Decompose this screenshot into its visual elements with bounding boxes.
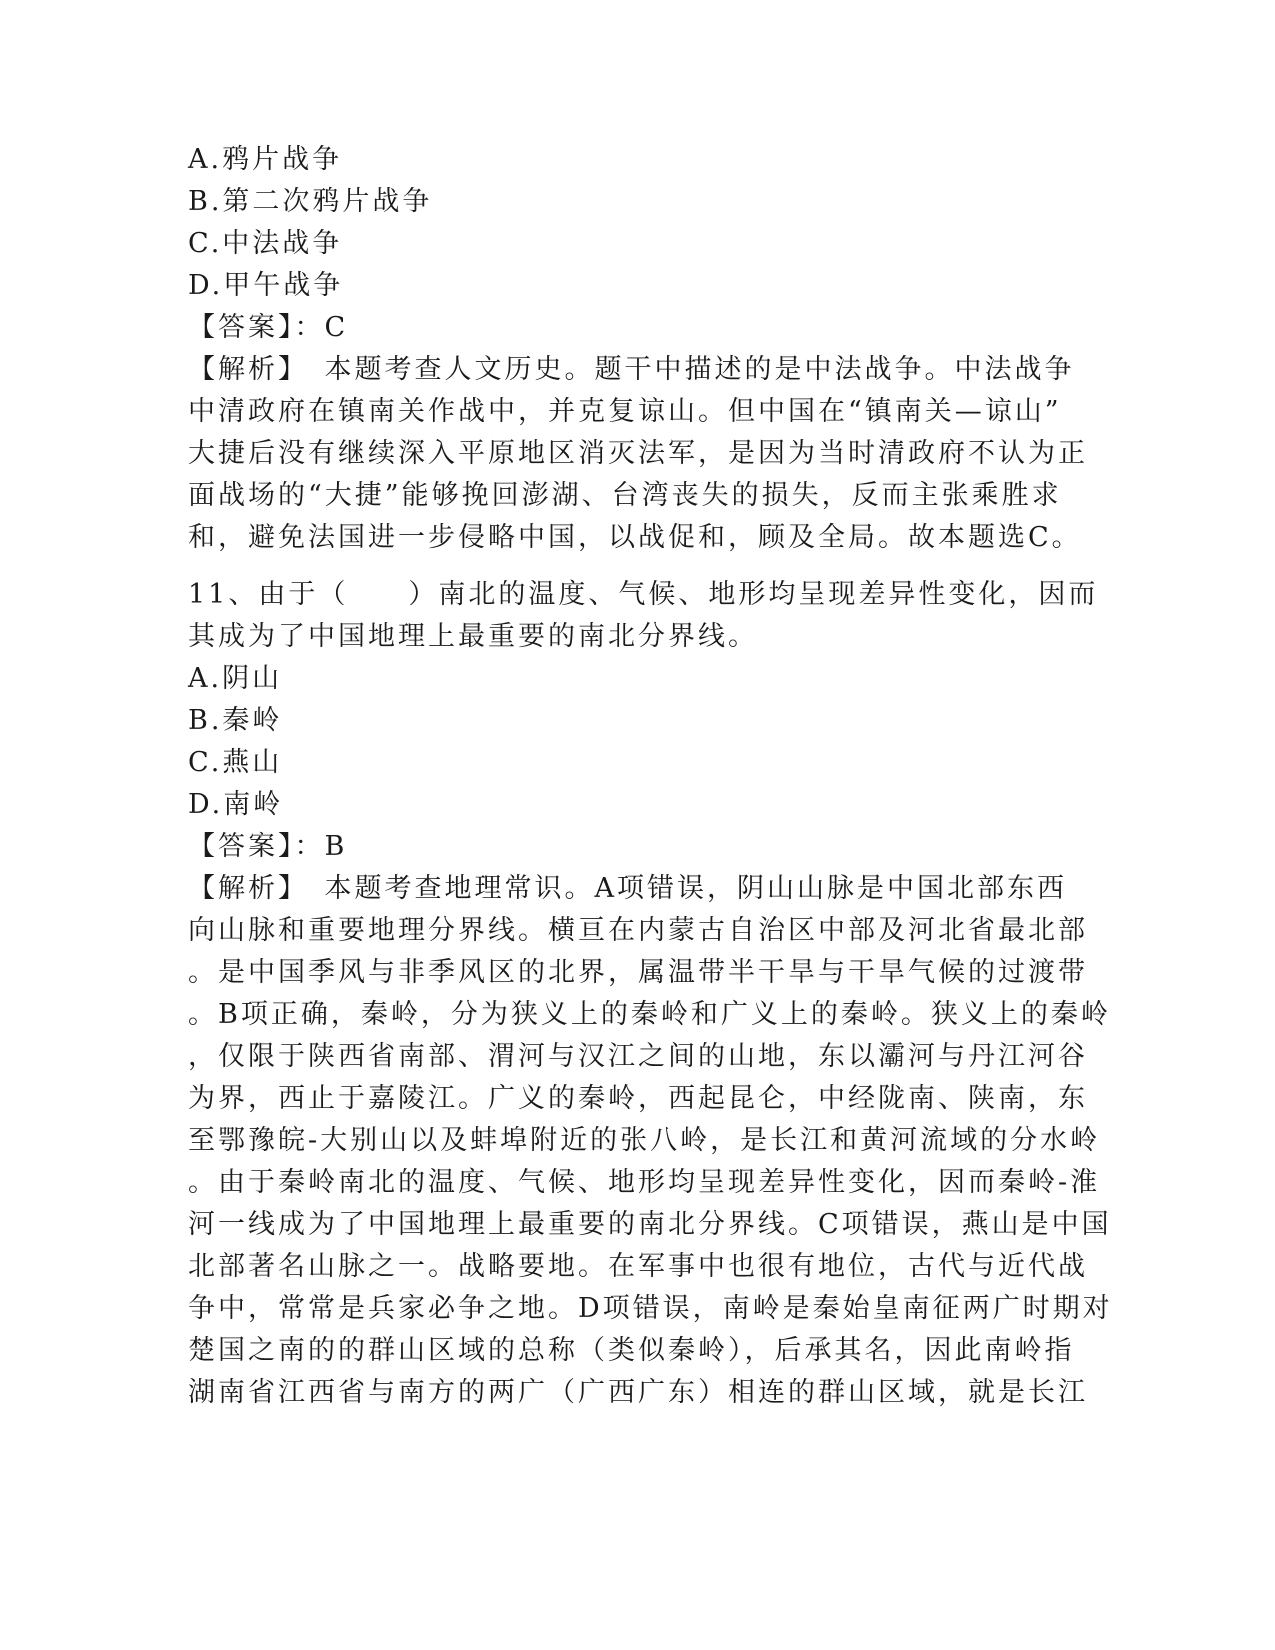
q11-explanation-line: 湖南省江西省与南方的两广（广西广东）相连的群山区域，就是长江	[188, 1377, 1088, 1408]
q11-explanation-line: 楚国之南的的群山区域的总称（类似秦岭），后承其名，因此南岭指	[188, 1335, 1075, 1366]
q11-explanation-line: ，仅限于陕西省南部、渭河与汉江之间的山地，东以灞河与丹江河谷	[188, 1041, 1088, 1072]
q11-explanation-line: 至鄂豫皖-大别山以及蚌埠附近的张八岭，是长江和黄河流域的分水岭	[188, 1125, 1101, 1156]
q11-explanation-line: 北部著名山脉之一。战略要地。在军事中也很有地位，古代与近代战	[188, 1251, 1088, 1282]
q11-explanation-line: 。是中国季风与非季风区的北界，属温带半干旱与干旱气候的过渡带	[188, 957, 1088, 988]
q10-explanation-line: 中清政府在镇南关作战中，并克复谅山。但中国在“镇南关—谅山”	[188, 396, 1062, 427]
q11-option-a: A.阴山	[188, 663, 283, 694]
q11-option-c: C.燕山	[188, 747, 283, 778]
q10-option-c: C.中法战争	[188, 228, 343, 259]
q11-explanation-line: 河一线成为了中国地理上最重要的南北分界线。C项错误，燕山是中国	[188, 1209, 1112, 1240]
q10-answer: 【答案】：C	[188, 312, 349, 343]
q11-stem-line: 11、由于（ ）南北的温度、气候、地形均呈现差异性变化，因而	[188, 579, 1099, 610]
q10-explanation-line: 大捷后没有继续深入平原地区消灭法军，是因为当时清政府不认为正	[188, 438, 1088, 469]
q11-option-b: B.秦岭	[188, 705, 283, 736]
q11-explanation-line: 为界，西止于嘉陵江。广义的秦岭，西起昆仑，中经陇南、陕南，东	[188, 1083, 1088, 1114]
q10-explanation-line: 和，避免法国进一步侵略中国，以战促和，顾及全局。故本题选C。	[188, 522, 1082, 553]
q11-explanation-line: 争中，常常是兵家必争之地。D项错误，南岭是秦始皇南征两广时期对	[188, 1293, 1113, 1324]
q11-explanation-line: 。B项正确，秦岭，分为狭义上的秦岭和广义上的秦岭。狭义上的秦岭	[188, 999, 1111, 1030]
q10-option-a: A.鸦片战争	[188, 144, 343, 175]
q10-option-d: D.甲午战争	[188, 270, 344, 301]
q10-option-b: B.第二次鸦片战争	[188, 186, 433, 217]
q11-stem-line: 其成为了中国地理上最重要的南北分界线。	[188, 621, 758, 652]
q11-explanation-line: 【解析】 本题考查地理常识。A项错误，阴山山脉是中国北部东西	[188, 873, 1067, 904]
q11-explanation-line: 。由于秦岭南北的温度、气候、地形均呈现差异性变化，因而秦岭-淮	[188, 1167, 1101, 1198]
q10-explanation-line: 【解析】 本题考查人文历史。题干中描述的是中法战争。中法战争	[188, 354, 1075, 385]
q11-option-d: D.南岭	[188, 789, 284, 820]
q10-explanation-line: 面战场的“大捷”能够挽回澎湖、台湾丧失的损失，反而主张乘胜求	[188, 480, 1062, 511]
q11-answer: 【答案】：B	[188, 831, 348, 862]
q11-explanation-line: 向山脉和重要地理分界线。横亘在内蒙古自治区中部及河北省最北部	[188, 915, 1088, 946]
